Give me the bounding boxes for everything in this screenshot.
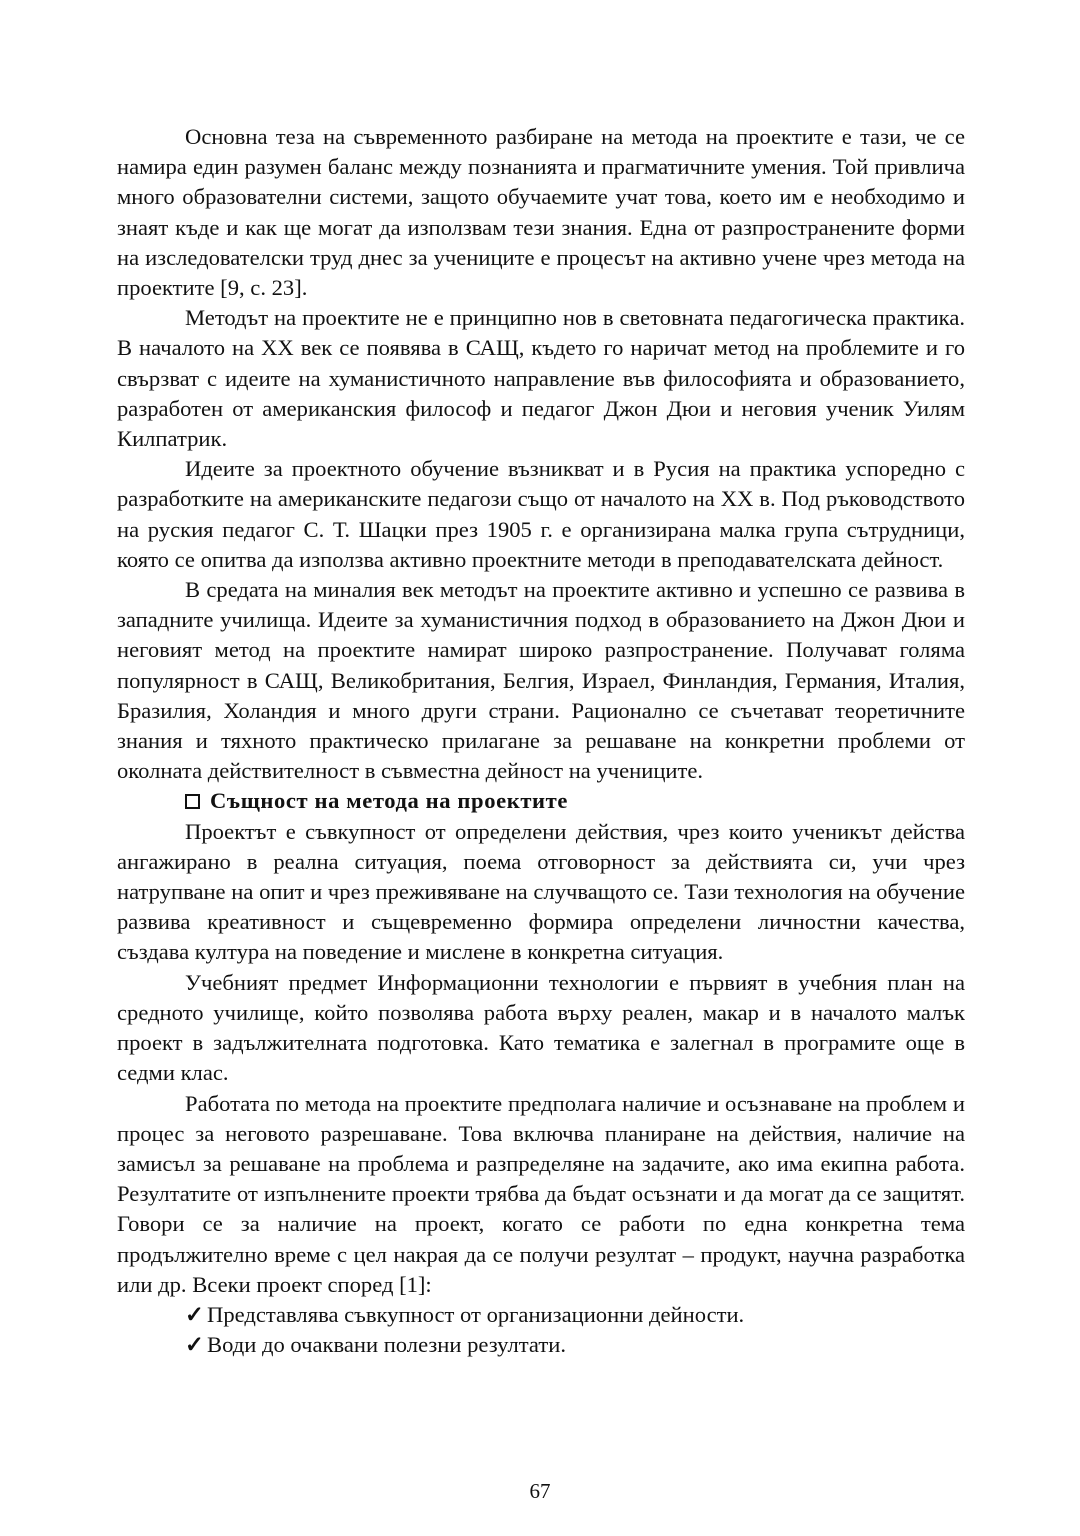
page-body	[117, 122, 965, 1360]
check-mark-icon: ✓	[185, 1332, 204, 1358]
page-number: 67	[529, 1479, 551, 1503]
square-bullet-icon	[185, 794, 200, 809]
paragraph-3: Идеите за проектното обучение възникват и в Русия на практика успоредно с разработките на американските педагози също от началото на XX в. Под ръководството на руския педагог С. Т. Шацки през 1905 г. е организирана малка група сътрудници, която се опитва да използва активно проектните методи в преподавателската дейност.	[117, 456, 965, 572]
checklist-item-text: Води до очаквани полезни резултати.	[207, 1332, 566, 1358]
paragraph-7: Работата по метода на проектите предполага наличие и осъзнаване на проблем и процес за неговото разрешаване. Това включва планиране на действия, наличие на замисъл за решаване на проблема и разпределяне на задачите, ако има екипна работа. Резултатите от изпълнените проекти трябва да бъдат осъзнати и да могат да се защитят. Говори се за наличие на проект, когато се работи по една конкретна тема продължително време с цел накрая да се получи резултат – продукт, научна разработка или др. Всеки проект според [1]:	[117, 1090, 965, 1297]
paragraph-6: Учебният предмет Информационни технологии е първият в учебния план на средното училище, който позволява работа върху реален, макар и в началото малък проект в задължителната подготовка. Като тематика е залегнал в програмите още в седми клас.	[117, 969, 965, 1086]
section-heading	[117, 786, 965, 816]
checklist-item	[117, 1330, 965, 1360]
paragraph-2: Методът на проектите не е принципно нов в световната педагогическа практика. В началото на XX век се появява в САЩ, където го наричат метод на проблемите и го свързват с идеите на хуманистичното направление във философията и образованието, разработен от американския философ и педагог Джон Дюи и неговия ученик Уилям Килпатрик.	[117, 305, 965, 452]
paragraph-4: В средата на миналия век методът на проектите активно и успешно се развива в западните училища. Идеите за хуманистичния подход в образованието на Джон Дюи и неговият метод на проектите намират широко разпространение. Получават голяма популярност в САЩ, Великобритания, Белгия, Израел, Финландия, Германия, Италия, Бразилия, Холандия и много други страни. Рационално се съчетават теоретичните знания и тяхното практическо прилагане за решаване на конкретни проблеми от околната действителност в съвместна дейност на учениците.	[117, 577, 965, 784]
checklist-item	[117, 1300, 965, 1330]
section-heading-text: Същност на метода на проектите	[210, 788, 568, 814]
paragraph-5: Проектът е съвкупност от определени действия, чрез които ученикът действа ангажирано в реална ситуация, поема отговорност за действията си, учи чрез натрупване на опит и чрез преживяване на случващото се. Тази технология на обучение развива креативност и същевременно формира определени личностни качества, създава култура на поведение и мислене в конкретна ситуация.	[117, 818, 965, 965]
check-mark-icon: ✓	[185, 1301, 204, 1327]
paragraph-1: Основна теза на съвременното разбиране на метода на проектите е тази, че се намира един разумен баланс между познанията и прагматичните умения. Той привлича много образователни системи, защото обучаемите учат това, което им е необходимо и знаят къде и как ще могат да използвам тези знания. Една от разпространените форми на изследователски труд днес за учениците е процесът на активно учене чрез метода на проектите [9, с. 23].	[117, 124, 965, 301]
checklist-item-text: Представлява съвкупност от организационни дейности.	[207, 1301, 745, 1327]
